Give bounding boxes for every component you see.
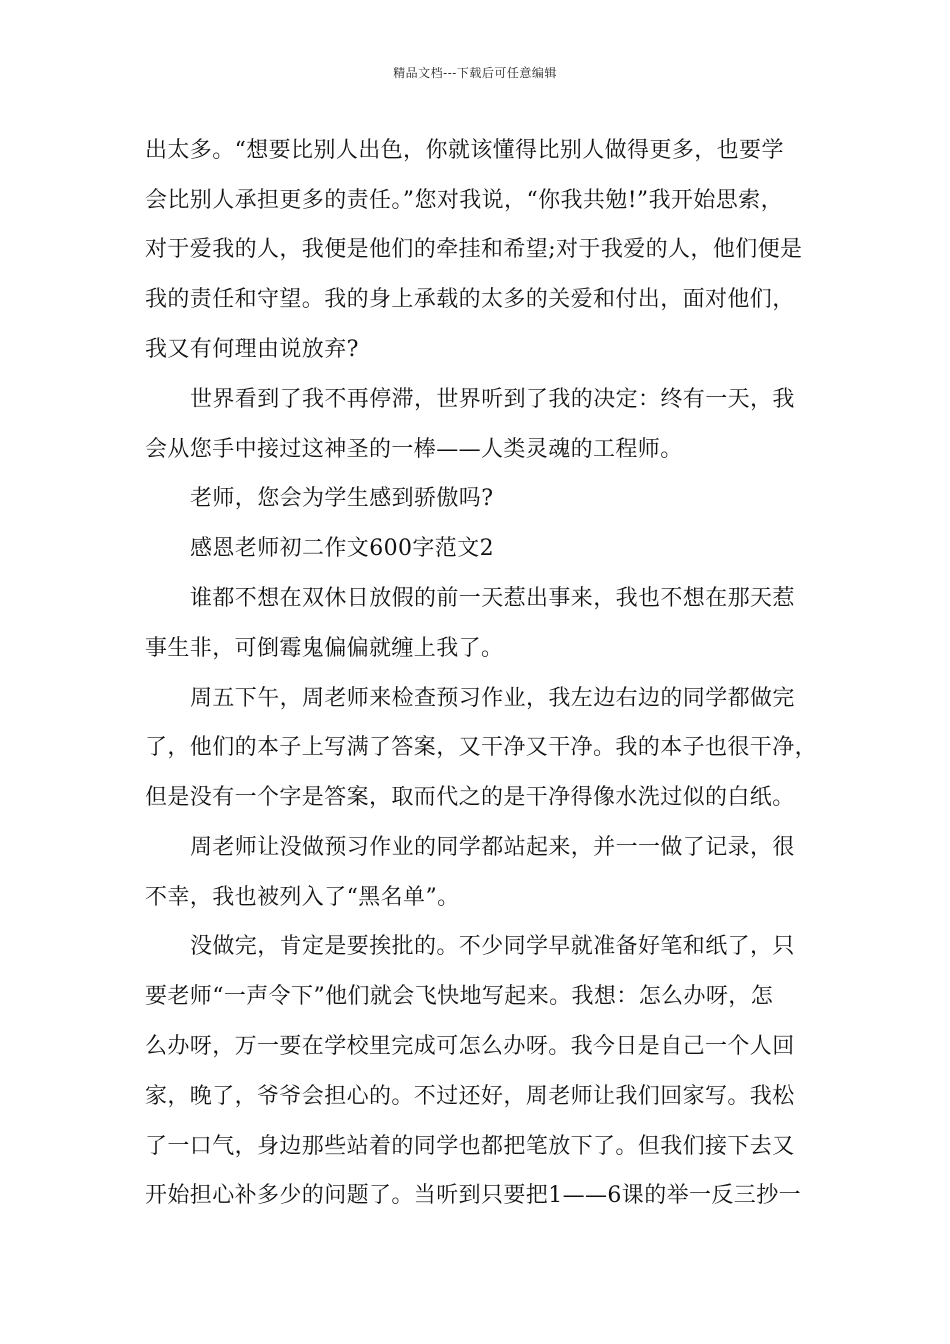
text-line: 了，他们的本子上写满了答案，又干净又干净。我的本子也很干净， (145, 735, 818, 760)
text-line: 对于爱我的人，我便是他们的牵挂和希望;对于我爱的人，他们便是 (145, 237, 803, 262)
text-line: 要老师“一声令下”他们就会飞快地写起来。我想：怎么办呀，怎 (145, 984, 774, 1009)
text-line: 事生非，可倒霉鬼偏偏就缠上我了。 (145, 636, 504, 661)
text-line: 家，晚了，爷爷会担心的。不过还好，周老师让我们回家写。我松 (145, 1084, 795, 1109)
text-line: 不幸，我也被列入了“黑名单”。 (145, 885, 460, 910)
text-line: 会从您手中接过这神圣的一棒——人类灵魂的工程师。 (145, 437, 683, 462)
text-line: 周老师让没做预习作业的同学都站起来，并一一做了记录，很 (190, 835, 795, 860)
text-line: 我又有何理由说放弃? (145, 337, 359, 362)
text-line: 没做完，肯定是要挨批的。不少同学早就准备好笔和纸了，只 (190, 934, 795, 959)
text-line: 老师，您会为学生感到骄傲吗? (190, 486, 494, 511)
text-line: 么办呀，万一要在学校里完成可怎么办呀。我今日是自己一个人回 (145, 1034, 795, 1059)
text-line: 世界看到了我不再停滞，世界听到了我的决定：终有一天，我 (190, 387, 795, 412)
text-line: 周五下午，周老师来检查预习作业，我左边右边的同学都做完 (190, 686, 795, 711)
text-line: 但是没有一个字是答案，取而代之的是干净得像水洗过似的白纸。 (145, 785, 795, 810)
text-line: 我的责任和守望。我的身上承载的太多的关爱和付出，面对他们， (145, 287, 795, 312)
text-line: 出太多。“想要比别人出色，你就该懂得比别人做得更多，也要学 (145, 138, 784, 163)
text-line: 开始担心补多少的问题了。当听到只要把1——6课的举一反三抄一 (145, 1183, 801, 1208)
text-line: 了一口气，身边那些站着的同学也都把笔放下了。但我们接下去又 (145, 1134, 795, 1159)
page-header: 精品文档---下载后可任意编辑 (393, 66, 557, 80)
text-line: 会比别人承担更多的责任。”您对我说，“你我共勉!”我开始思索， (145, 188, 783, 213)
section-heading: 感恩老师初二作文600字范文2 (190, 536, 494, 561)
text-line: 谁都不想在双休日放假的前一天惹出事来，我也不想在那天惹 (190, 586, 795, 611)
